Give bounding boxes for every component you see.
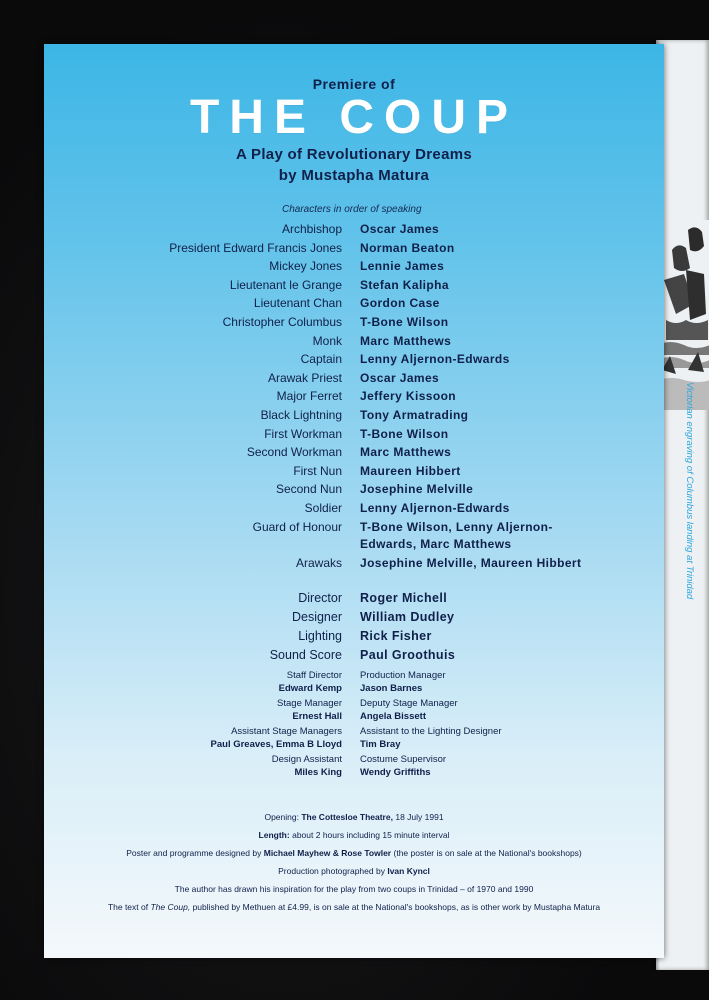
characters-heading: Characters in order of speaking [282,204,422,215]
staff-block [44,754,664,782]
cast-role: Captain [300,352,342,367]
inspiration-line: The author has drawn his inspiration for the play from two coups in Trinidad – of 1970 and 1990 [174,884,534,894]
crew-name: Roger Michell [360,591,448,605]
cast-role: Mickey Jones [269,259,342,274]
cast-row [44,296,664,314]
cast-row [44,445,664,463]
cast-actor: Josephine Melville, Maureen Hibbert [360,556,582,570]
crew-name: Paul Groothuis [360,648,456,662]
opening-line [44,812,664,822]
staff-name: Miles King [294,767,342,778]
length-line [44,830,664,840]
staff-title: Staff Director [286,670,342,681]
staff-block [44,698,664,726]
crew-role: Lighting [298,629,342,643]
cast-row-arawaks [44,556,664,574]
cast-row [44,389,664,407]
cast-actor: Gordon Case [360,296,440,311]
cast-actor: Tony Armatrading [360,408,469,422]
crew-row [44,648,664,666]
cast-role: Black Lightning [260,408,342,422]
opening-venue: The Cottesloe Theatre, [301,812,393,822]
cast-role: Monk [312,333,342,348]
cast-role: Major Ferret [276,389,342,404]
cast-actor: Lenny Aljernon-Edwards [360,352,510,367]
cast-actor: Oscar James [360,370,440,385]
photo-name: Ivan Kyncl [387,866,430,876]
cast-row [44,334,664,352]
cast-actor: Edwards, Marc Matthews [360,537,512,551]
staff-title: Design Assistant [271,754,342,765]
poster-line [44,848,664,858]
cast-row-guard-cont [44,537,664,555]
cast-role: Second Workman [246,445,342,460]
staff-name: Wendy Griffiths [360,767,431,778]
cast-row [44,408,664,426]
crew-name: Rick Fisher [360,629,432,643]
crew-name: William Dudley [360,610,455,624]
photo-prefix: Production photographed by [278,866,385,876]
crew-row [44,629,664,647]
cast-actor: Lennie James [360,259,445,274]
opening-label: Opening: [264,812,299,822]
cast-role: Second Nun [275,482,342,497]
cast-actor: Jeffery Kissoon [360,389,457,404]
cast-row-guard [44,520,664,538]
crew-role: Designer [291,610,342,624]
cast-actor: Lenny Aljernon-Edwards [360,501,510,515]
cast-actor: Marc Matthews [360,445,452,460]
photo-line [44,866,664,876]
cast-role: First Nun [293,463,342,478]
staff-title: Production Manager [360,670,446,681]
staff-name: Angela Bissett [360,711,426,722]
crew-role: Sound Score [269,648,342,662]
cast-role: Arawaks [295,556,342,570]
text-line [44,902,664,912]
cast-actor: Norman Beaton [360,240,455,255]
crew-row [44,591,664,609]
cast-actor: Oscar James [360,222,440,236]
crew-row [44,610,664,628]
poster-suffix: (the poster is on sale at the National's bookshops) [393,848,582,858]
cast-role: President Edward Francis Jones [169,240,342,255]
text-title: The Coup, [150,902,191,912]
cast-role: Archbishop [281,222,342,236]
staff-name: Ernest Hall [292,711,342,722]
cast-row [44,482,664,500]
staff-block [44,670,664,698]
cast-row [44,259,664,277]
crew-role: Director [298,591,342,605]
staff-name: Edward Kemp [278,683,342,694]
cast-role: Guard of Honour [252,520,342,534]
staff-title: Assistant Stage Managers [231,726,342,737]
cast-role: First Workman [264,426,342,441]
staff-title: Costume Supervisor [360,754,447,765]
cast-row [44,501,664,519]
cast-actor: T-Bone Wilson [360,426,449,441]
cast-role: Christopher Columbus [222,315,342,329]
play-subtitle [44,144,664,186]
cast-role: Arawak Priest [267,370,342,385]
cast-actor: T-Bone Wilson [360,315,449,329]
cast-actor: Maureen Hibbert [360,463,461,478]
cast-row [44,315,664,333]
cast-role: Lieutenant Chan [253,296,342,311]
cast-row [44,241,664,259]
cast-role: Soldier [304,501,342,515]
cast-actor: Marc Matthews [360,333,452,348]
premiere-label: Premiere of [312,76,396,92]
cast-actor: Josephine Melville [360,482,474,497]
author-line: by Mustapha Matura [278,167,430,184]
staff-title: Stage Manager [277,698,342,709]
cast-row [44,427,664,445]
engraving-caption: Victorian engraving of Columbus landing at Trinidad [684,382,695,600]
cast-row [44,371,664,389]
cast-row [44,464,664,482]
length-label: Length: [258,830,290,840]
staff-name: Paul Greaves, Emma B Lloyd [210,739,342,750]
text-suffix: published by Methuen at £4.99, is on sale at the National's bookshops, as is other work by Mustapha Matura [192,902,601,912]
opening-date: 18 July 1991 [395,812,444,822]
play-title: THE COUP [189,91,518,144]
poster-designers: Michael Mayhew & Rose Towler [263,848,392,858]
cast-row [44,278,664,296]
subtitle-line: A Play of Revolutionary Dreams [235,146,472,163]
cast-role: Lieutenant le Grange [229,277,342,292]
staff-title: Assistant to the Lighting Designer [360,726,502,737]
staff-name: Jason Barnes [360,683,423,694]
text-prefix: The text of [107,902,149,912]
staff-block [44,726,664,754]
cast-actor: Stefan Kalipha [360,277,449,292]
cast-row [44,222,664,240]
staff-title: Deputy Stage Manager [360,698,458,709]
cast-row [44,352,664,370]
cast-actor: T-Bone Wilson, Lenny Aljernon- [360,520,553,534]
staff-name: Tim Bray [360,739,401,750]
length-value: about 2 hours including 15 minute interval [292,830,450,840]
poster-prefix: Poster and programme designed by [126,848,262,858]
